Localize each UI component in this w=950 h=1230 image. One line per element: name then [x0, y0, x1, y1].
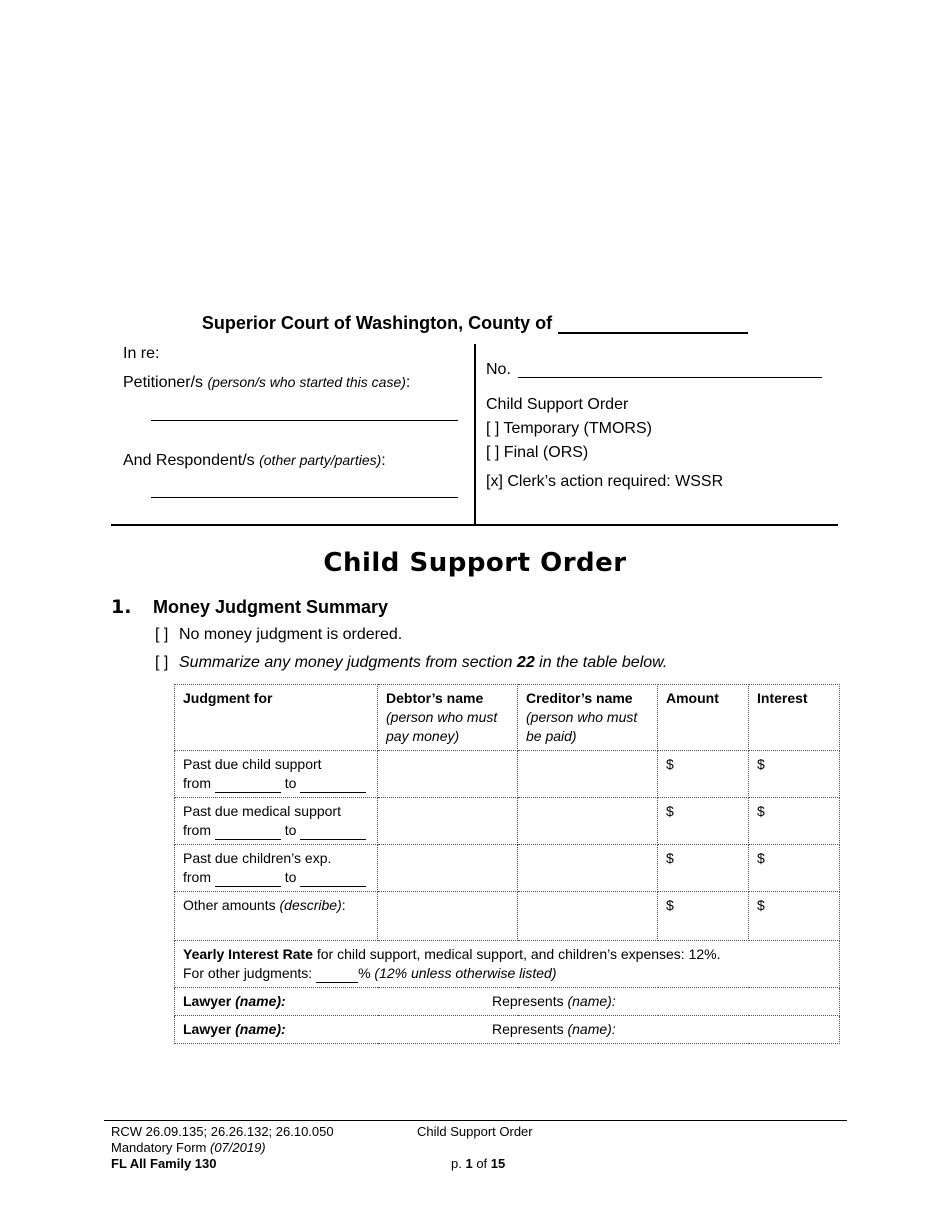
judgment-for-cell	[175, 751, 378, 798]
to-label: to	[284, 822, 297, 838]
judgment-label: Past due children’s exp.	[183, 850, 332, 866]
petitioner-note: (person/s who started this case)	[207, 374, 406, 390]
debtor-cell[interactable]	[378, 751, 518, 798]
section-title: Money Judgment Summary	[153, 597, 389, 617]
lawyer-note: (name):	[235, 993, 286, 1009]
table-row	[175, 798, 840, 845]
date-range	[183, 821, 369, 840]
represents-text: Represents	[492, 993, 568, 1009]
footer-rcw: RCW 26.09.135; 26.26.132; 26.10.050	[111, 1124, 334, 1139]
page-mid: of	[472, 1156, 491, 1171]
option-no-judgment[interactable]	[155, 626, 402, 644]
table-row-other	[175, 892, 840, 941]
other-judgments-label: For other judgments:	[183, 965, 317, 981]
percent-sign: %	[358, 965, 371, 981]
checkbox-summarize[interactable]: [ ]	[155, 654, 169, 671]
judgment-label: Past due child support	[183, 756, 322, 772]
interest-cell[interactable]: $	[749, 798, 840, 845]
header-judgment-for: Judgment for	[175, 685, 378, 751]
lawyer-cell[interactable]	[175, 988, 840, 1016]
debtor-cell[interactable]	[378, 892, 518, 941]
footer-mandatory	[111, 1140, 334, 1156]
amount-cell[interactable]: $	[658, 798, 749, 845]
other-rate-blank[interactable]	[316, 970, 358, 983]
case-number-line[interactable]	[518, 377, 822, 378]
respondent-name-line[interactable]	[151, 497, 458, 498]
footer-rule	[104, 1120, 847, 1121]
petitioner-name-line[interactable]	[151, 420, 458, 421]
amount-cell[interactable]: $	[658, 892, 749, 941]
interest-cell[interactable]: $	[749, 751, 840, 798]
header-debtor	[378, 685, 518, 751]
summarize-section-ref: 22	[516, 654, 535, 671]
court-title	[0, 313, 950, 334]
from-label: from	[183, 869, 211, 885]
from-date-blank[interactable]	[215, 825, 281, 840]
document-type: Child Support Order	[486, 396, 629, 413]
represents-label	[492, 1020, 616, 1039]
header-debtor-title: Debtor’s name	[386, 690, 484, 706]
from-date-blank[interactable]	[215, 872, 281, 887]
option-summarize-judgments[interactable]	[155, 654, 667, 672]
other-amounts-colon: :	[341, 897, 346, 913]
lawyer-label: Lawyer	[183, 993, 236, 1009]
interest-cell[interactable]: $	[749, 845, 840, 892]
petitioner-colon: :	[405, 374, 411, 391]
respondent-note: (other party/parties)	[259, 452, 382, 468]
date-range	[183, 774, 369, 793]
from-label: from	[183, 822, 211, 838]
interest-cell[interactable]: $	[749, 892, 840, 941]
represents-label	[492, 992, 616, 1011]
respondent-label-text: And Respondent/s	[123, 452, 255, 469]
interest-rate-text: for child support, medical support, and children’s expenses: 12%.	[312, 946, 721, 962]
lawyer-cell[interactable]	[175, 1016, 840, 1044]
date-range	[183, 868, 369, 887]
checkbox-no-judgment[interactable]: [ ]	[155, 626, 169, 643]
interest-rate-line	[183, 945, 831, 964]
from-date-blank[interactable]	[215, 778, 281, 793]
footer-doc-title: Child Support Order	[417, 1124, 533, 1139]
respondent-label	[123, 452, 386, 470]
represents-note: (name):	[567, 993, 616, 1009]
debtor-cell[interactable]	[378, 798, 518, 845]
creditor-cell[interactable]	[518, 751, 658, 798]
creditor-cell[interactable]	[518, 892, 658, 941]
option-clerk-action[interactable]	[486, 473, 723, 491]
debtor-cell[interactable]	[378, 845, 518, 892]
to-date-blank[interactable]	[300, 872, 366, 887]
option-temporary[interactable]	[486, 420, 652, 438]
summarize-label-post: in the table below.	[534, 654, 668, 671]
table-row	[175, 845, 840, 892]
header-creditor	[518, 685, 658, 751]
petitioner-label-text: Petitioner/s	[123, 374, 204, 391]
page-title: Child Support Order	[323, 548, 627, 578]
header-creditor-note: (person who must be paid)	[526, 709, 638, 744]
from-label: from	[183, 775, 211, 791]
checkbox-temporary[interactable]: [ ]	[486, 420, 500, 437]
to-date-blank[interactable]	[300, 825, 366, 840]
option-final[interactable]	[486, 444, 588, 462]
checkbox-clerk-action[interactable]: [x]	[486, 473, 503, 490]
judgment-for-cell	[175, 845, 378, 892]
page-pre: p.	[451, 1156, 466, 1171]
judgment-for-cell	[175, 798, 378, 845]
other-amounts-cell	[175, 892, 378, 941]
page-total: 15	[490, 1156, 506, 1171]
to-label: to	[284, 869, 297, 885]
lawyer-row	[175, 988, 840, 1016]
lawyer-label: Lawyer	[183, 1021, 236, 1037]
amount-cell[interactable]: $	[658, 751, 749, 798]
caption-bottom-rule	[111, 524, 838, 526]
amount-cell[interactable]: $	[658, 845, 749, 892]
judgment-summary-table	[174, 684, 840, 1044]
court-title-text: Superior Court of Washington, County of	[201, 313, 553, 333]
page-current: 1	[465, 1156, 473, 1171]
case-number-label: No.	[486, 361, 511, 378]
in-re-label: In re:	[123, 345, 160, 362]
interest-rate-bold: Yearly Interest Rate	[183, 946, 313, 962]
other-amounts-label: Other amounts	[183, 897, 280, 913]
interest-rate-row	[175, 941, 840, 988]
option-no-judgment-label: No money judgment is ordered.	[179, 626, 403, 643]
header-debtor-note: (person who must pay money)	[386, 709, 498, 744]
header-creditor-title: Creditor’s name	[526, 690, 633, 706]
county-blank[interactable]	[558, 316, 748, 334]
footer-mandatory-date: (07/2019)	[209, 1140, 266, 1155]
header-amount: Amount	[658, 685, 749, 751]
summarize-label-pre: Summarize any money judgments from section	[179, 654, 517, 671]
table-row	[175, 751, 840, 798]
to-label: to	[284, 775, 297, 791]
option-final-label: Final (ORS)	[503, 444, 589, 461]
interest-rate-cell	[175, 941, 840, 988]
table-header-row	[175, 685, 840, 751]
petitioner-label	[123, 374, 410, 392]
caption-divider	[474, 344, 476, 526]
section-number: 1.	[111, 596, 132, 618]
other-amounts-note: (describe)	[279, 897, 342, 913]
respondent-colon: :	[381, 452, 386, 469]
other-judgments-line	[183, 964, 831, 983]
option-temporary-label: Temporary (TMORS)	[503, 420, 652, 437]
other-judgments-note: (12% unless otherwise listed)	[370, 965, 557, 981]
footer-left	[111, 1124, 334, 1172]
creditor-cell[interactable]	[518, 798, 658, 845]
option-clerk-action-label: Clerk’s action required: WSSR	[507, 473, 724, 490]
lawyer-note: (name):	[235, 1021, 286, 1037]
lawyer-row	[175, 1016, 840, 1044]
footer-page-number	[451, 1156, 505, 1172]
header-interest: Interest	[749, 685, 840, 751]
footer-mandatory-text: Mandatory Form	[111, 1140, 210, 1155]
represents-note: (name):	[567, 1021, 616, 1037]
represents-text: Represents	[492, 1021, 568, 1037]
to-date-blank[interactable]	[300, 778, 366, 793]
judgment-label: Past due medical support	[183, 803, 341, 819]
footer-form-id: FL All Family 130	[111, 1156, 217, 1171]
creditor-cell[interactable]	[518, 845, 658, 892]
checkbox-final[interactable]: [ ]	[486, 444, 500, 461]
